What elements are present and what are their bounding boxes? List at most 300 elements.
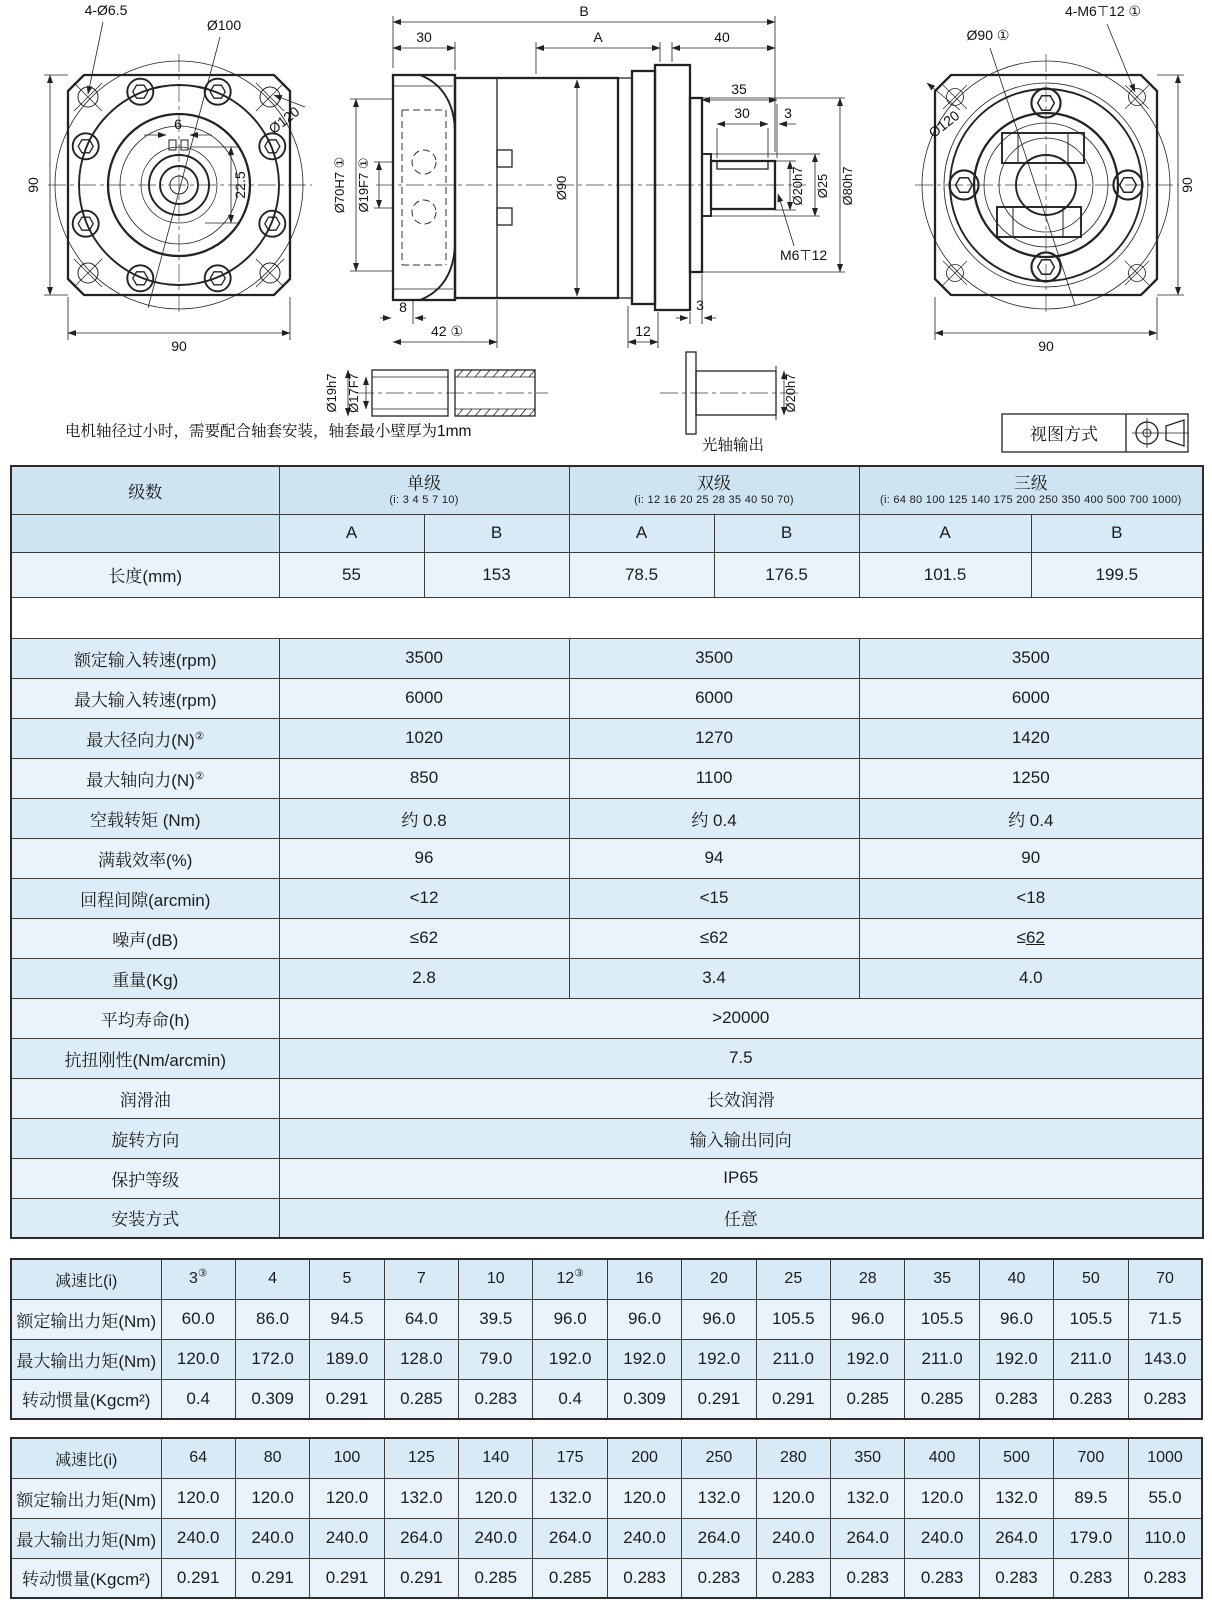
cell-text: 96.0 — [553, 1309, 587, 1328]
cell-text: 264.0 — [846, 1528, 889, 1547]
row-label-cell — [11, 998, 279, 1038]
cell-text: >20000 — [712, 1008, 770, 1027]
cell-text: 1000 — [1147, 1449, 1183, 1467]
cell-text: 176.5 — [765, 564, 808, 584]
row-label-cell — [11, 798, 279, 838]
cell-text: 350 — [854, 1449, 882, 1467]
dim-shaft-dia: Ø20h7 — [790, 166, 805, 206]
row-label-cell — [11, 1198, 279, 1238]
row-label-cell — [11, 678, 279, 718]
value-cell — [682, 1299, 756, 1339]
dim-lip-8: 8 — [399, 299, 407, 315]
value-cell — [979, 1259, 1053, 1299]
value-cell — [905, 1339, 979, 1379]
footnote-mark: ③ — [197, 1267, 208, 1280]
dim-rear-diagonal: Ø120 — [925, 107, 963, 141]
value-cell — [979, 1379, 1053, 1419]
cell-text: 1420 — [1011, 728, 1050, 747]
cell-text: 任意 — [723, 1210, 758, 1230]
value-cell — [310, 1259, 384, 1299]
cell-text: 199.5 — [1095, 564, 1139, 584]
value-cell — [310, 1518, 384, 1558]
value-cell — [533, 1299, 607, 1339]
value-cell — [607, 1518, 681, 1558]
cell-text: 105.5 — [772, 1309, 815, 1328]
value-cell — [1128, 1478, 1202, 1518]
plain-shaft-label: 光轴输出 — [701, 437, 765, 454]
cell-text: 132.0 — [846, 1488, 889, 1507]
value-cell — [1054, 1558, 1128, 1598]
cell-text: 120.0 — [623, 1488, 666, 1507]
value-cell — [859, 838, 1203, 878]
cell-text: 0.291 — [325, 1388, 369, 1408]
value-cell — [831, 1339, 905, 1379]
cell-text: <18 — [1016, 888, 1046, 907]
cell-text: 0.291 — [772, 1388, 815, 1408]
footnote-mark: ③ — [574, 1267, 584, 1280]
cell-text: 200 — [631, 1449, 658, 1467]
value-cell — [569, 878, 859, 918]
dim-rear-side-height: 90 — [1179, 177, 1195, 193]
cell-text: 70 — [1156, 1270, 1174, 1288]
cell-text: 0.283 — [772, 1567, 815, 1587]
value-cell — [979, 1339, 1053, 1379]
value-cell — [859, 798, 1203, 838]
dim-bushing-outer: Ø19h7 — [324, 373, 339, 413]
dim-out-40: 40 — [714, 29, 730, 45]
cell-text: ≤ — [1016, 928, 1026, 947]
cell-text: 0.283 — [920, 1567, 964, 1587]
cell-text: 0.4 — [186, 1388, 211, 1408]
dim-mount-depth-42: 42 ① — [430, 323, 464, 339]
value-cell — [279, 638, 569, 678]
value-cell — [569, 678, 859, 718]
cell-text: 192.0 — [623, 1349, 666, 1368]
dim-motor-pilot: Ø70H7 ① — [332, 156, 347, 214]
row-label-cell — [11, 514, 279, 552]
value-cell — [459, 1438, 533, 1478]
value-cell — [1128, 1259, 1202, 1299]
cell-text: 105.5 — [1069, 1309, 1113, 1328]
dim-bushing-inner: Ø17F7 — [346, 373, 361, 413]
dim-body-dia: Ø90 — [554, 175, 569, 201]
cell-text: 4.0 — [1018, 968, 1043, 987]
footnote-mark: ② — [194, 729, 205, 742]
value-cell — [533, 1379, 607, 1419]
cell-text: 700 — [1077, 1449, 1105, 1467]
value-cell — [310, 1299, 384, 1339]
value-cell — [279, 1118, 1203, 1158]
dim-input-bore: Ø19F7 ① — [356, 157, 371, 213]
value-cell — [569, 758, 859, 798]
value-cell — [459, 1339, 533, 1379]
cell-text: 100 — [333, 1449, 361, 1467]
value-cell — [607, 1379, 681, 1419]
ratio-range: (i: 64 80 100 125 140 175 200 250 350 400 500 700 1000) — [880, 494, 1182, 506]
row-label-cell — [11, 1438, 161, 1478]
value-cell — [569, 552, 714, 597]
value-cell — [859, 638, 1203, 678]
value-cell — [756, 1379, 830, 1419]
cell-text: 125 — [408, 1449, 435, 1467]
cell-text: 64 — [189, 1449, 208, 1467]
cell-text: 3.4 — [702, 968, 726, 987]
value-cell — [831, 1379, 905, 1419]
value-cell — [831, 1299, 905, 1339]
dim-mid-A: A — [593, 29, 603, 45]
cell-text: 3 — [189, 1270, 198, 1288]
cell-text: 240.0 — [325, 1528, 369, 1547]
dim-shaft-35: 35 — [731, 81, 747, 97]
value-cell — [279, 1158, 1203, 1198]
cell-text: 0.291 — [325, 1567, 369, 1587]
value-cell — [831, 1438, 905, 1478]
value-cell — [310, 1558, 384, 1598]
value-cell — [459, 1478, 533, 1518]
value-cell — [161, 1478, 235, 1518]
cell-text: 132.0 — [548, 1488, 592, 1507]
cell-text: 减速比(i) — [55, 1451, 118, 1469]
value-cell — [569, 638, 859, 678]
row-label-cell — [11, 1158, 279, 1198]
value-cell — [859, 758, 1203, 798]
value-cell — [1128, 1299, 1202, 1339]
value-cell — [607, 1339, 681, 1379]
cell-text: 1020 — [405, 728, 443, 747]
value-cell — [831, 1259, 905, 1299]
value-cell — [279, 514, 424, 552]
cell-text: 20 — [710, 1270, 728, 1288]
cell-text: 抗扭刚性(Nm/arcmin) — [64, 1050, 226, 1070]
dim-boss-gap-3: 3 — [696, 297, 704, 313]
value-cell — [384, 1379, 458, 1419]
value-cell — [424, 514, 569, 552]
cell-text: 7.5 — [728, 1048, 753, 1067]
row-label-cell — [11, 1259, 161, 1299]
value-cell — [533, 1478, 607, 1518]
cell-text: 0.283 — [995, 1567, 1038, 1587]
cell-text: 120.0 — [474, 1488, 518, 1507]
value-cell — [533, 1518, 607, 1558]
cell-text: 0.285 — [474, 1567, 518, 1587]
value-cell — [384, 1299, 458, 1339]
value-cell — [682, 1478, 756, 1518]
dim-bottom-width: 90 — [171, 338, 187, 354]
rear-view-drawing — [915, 3, 1195, 354]
row-label-cell — [11, 1339, 161, 1379]
cell-text: 264.0 — [400, 1528, 443, 1547]
value-cell — [756, 1558, 830, 1598]
value-cell — [279, 552, 424, 597]
cell-text: 5 — [342, 1270, 352, 1288]
value-cell — [384, 1478, 458, 1518]
engineering-drawings — [0, 0, 1212, 460]
value-cell — [279, 958, 569, 998]
cell-text: 0.283 — [995, 1388, 1038, 1408]
footnote-mark: ② — [194, 769, 205, 782]
row-label-cell — [11, 838, 279, 878]
value-cell — [607, 1438, 681, 1478]
dim-rear-pilot: Ø90 ① — [966, 27, 1010, 43]
value-cell — [682, 1518, 756, 1558]
cell-text: 0.283 — [1069, 1388, 1113, 1408]
row-label-cell — [11, 878, 279, 918]
cell-text: 重量(Kg) — [112, 970, 179, 990]
value-cell — [859, 552, 1031, 597]
value-cell — [279, 918, 569, 958]
cell-text: 3500 — [405, 648, 443, 667]
value-cell — [384, 1558, 458, 1598]
value-cell — [859, 718, 1203, 758]
value-cell — [905, 1379, 979, 1419]
value-cell — [1054, 1259, 1128, 1299]
value-cell — [1054, 1518, 1128, 1558]
value-cell — [1054, 1478, 1128, 1518]
value-cell — [310, 1379, 384, 1419]
value-cell — [714, 514, 859, 552]
row-label-cell — [11, 1299, 161, 1339]
cell-text: 94 — [704, 848, 724, 867]
cell-text: 250 — [705, 1449, 733, 1467]
cell-text: 240.0 — [474, 1528, 518, 1547]
value-cell — [459, 1259, 533, 1299]
cell-text: 最大输出力矩(Nm) — [16, 1351, 157, 1371]
value-cell — [905, 1438, 979, 1478]
cell-text: 175 — [556, 1449, 584, 1467]
projection-method-box — [1002, 414, 1189, 452]
cell-text: 120.0 — [772, 1488, 815, 1507]
dim-rear-bottom-width: 90 — [1038, 338, 1054, 354]
value-cell — [459, 1558, 533, 1598]
dim-key-width: 6 — [174, 116, 182, 132]
value-cell — [682, 1259, 756, 1299]
dim-tap: M6⊤12 — [780, 247, 828, 263]
projection-target-icon — [1132, 418, 1162, 448]
value-cell — [1031, 514, 1203, 552]
value-cell — [235, 1558, 309, 1598]
dim-rear-taps: 4-M6⊤12 ① — [1064, 3, 1142, 19]
value-cell — [459, 1299, 533, 1339]
value-cell — [859, 878, 1203, 918]
value-cell — [569, 958, 859, 998]
cell-text: 最大径向力(N) — [86, 730, 195, 750]
bushing-note: 电机轴径过小时，需要配合轴套安装，轴套最小壁厚为1mm — [65, 423, 472, 440]
cell-text: 192.0 — [697, 1349, 741, 1368]
cell-text: 最大轴向力(N) — [86, 770, 195, 790]
value-cell — [979, 1518, 1053, 1558]
cell-text: B — [1111, 523, 1123, 542]
cell-text: 噪声(dB) — [112, 930, 179, 950]
value-cell — [161, 1518, 235, 1558]
row-label-cell — [11, 466, 279, 514]
value-cell — [979, 1478, 1053, 1518]
cell-text: IP65 — [723, 1168, 759, 1187]
cell-text: 0.291 — [697, 1388, 741, 1408]
cell-text: 132.0 — [697, 1488, 741, 1507]
cell-text: 1100 — [695, 768, 733, 787]
cell-text: 长效润滑 — [706, 1090, 775, 1110]
front-view-drawing — [25, 2, 312, 354]
value-cell — [161, 1438, 235, 1478]
cell-text: 0.309 — [623, 1388, 666, 1408]
cell-text: 78.5 — [624, 564, 659, 584]
cell-text: 96.0 — [851, 1309, 885, 1328]
cell-text: 6000 — [1011, 688, 1050, 707]
value-cell — [533, 1438, 607, 1478]
row-label-cell — [11, 638, 279, 678]
value-cell — [607, 1478, 681, 1518]
value-cell — [682, 1438, 756, 1478]
cell-text: 120.0 — [176, 1488, 220, 1507]
row-label-cell — [11, 1118, 279, 1158]
cell-text: B — [490, 523, 503, 542]
cell-text: 转动惯量(Kgcm²) — [22, 1570, 151, 1590]
value-cell — [235, 1379, 309, 1419]
cell-text: 28 — [858, 1270, 877, 1288]
value-cell — [1054, 1339, 1128, 1379]
value-cell — [533, 1558, 607, 1598]
cell-text: 额定输出力矩(Nm) — [16, 1311, 157, 1331]
cell-text: 90 — [1021, 848, 1041, 867]
value-cell — [279, 998, 1203, 1038]
cell-text: 0.283 — [474, 1388, 518, 1408]
cell-text: 40 — [1007, 1270, 1026, 1288]
value-cell — [859, 958, 1203, 998]
cell-text: 71.5 — [1148, 1309, 1182, 1328]
value-cell — [1054, 1438, 1128, 1478]
value-cell — [310, 1478, 384, 1518]
row-label-cell — [11, 552, 279, 597]
cell-text: 55.0 — [1148, 1488, 1182, 1507]
cell-text: 满载效率(%) — [98, 850, 193, 870]
cell-text: 264.0 — [995, 1528, 1038, 1547]
value-cell — [310, 1438, 384, 1478]
value-cell — [905, 1299, 979, 1339]
row-label-cell — [11, 958, 279, 998]
row-label-cell — [11, 1078, 279, 1118]
value-cell — [569, 838, 859, 878]
value-cell — [533, 1259, 607, 1299]
cell-text: 1270 — [695, 728, 733, 747]
value-cell — [831, 1478, 905, 1518]
cell-text: 约 0.4 — [1008, 810, 1054, 830]
value-cell — [859, 918, 1203, 958]
value-cell — [979, 1299, 1053, 1339]
value-cell — [1128, 1339, 1202, 1379]
projection-cone-icon — [1161, 420, 1189, 446]
cell-text: 60.0 — [181, 1309, 215, 1328]
cell-text: 264.0 — [548, 1528, 592, 1547]
value-cell — [682, 1339, 756, 1379]
value-cell — [235, 1299, 309, 1339]
cell-text: 10 — [486, 1270, 505, 1288]
value-cell — [384, 1518, 458, 1558]
value-cell — [1128, 1379, 1202, 1419]
cell-text: 0.285 — [846, 1388, 889, 1408]
cell-text: 输入输出同向 — [689, 1130, 792, 1150]
value-cell — [161, 1558, 235, 1598]
dim-flange-12: 12 — [635, 323, 651, 339]
cell-text: 55 — [342, 564, 361, 584]
value-cell — [279, 1078, 1203, 1118]
cell-text: 101.5 — [923, 564, 967, 584]
value-cell — [1054, 1379, 1128, 1419]
cell-text: 280 — [779, 1449, 807, 1467]
cell-text: 0.285 — [400, 1388, 443, 1408]
cell-text: 3500 — [1011, 648, 1050, 667]
value-cell — [905, 1259, 979, 1299]
cell-text: 89.5 — [1074, 1488, 1108, 1507]
value-cell — [384, 1339, 458, 1379]
row-label-cell — [11, 718, 279, 758]
cell-text: 50 — [1081, 1270, 1100, 1288]
value-cell — [235, 1438, 309, 1478]
cell-text: 额定输入转速(rpm) — [73, 650, 217, 670]
value-cell — [459, 1379, 533, 1419]
cell-text: 850 — [409, 768, 439, 787]
value-cell — [459, 1518, 533, 1558]
cell-text: 96 — [414, 848, 434, 867]
ratio-range: (i: 3 4 5 7 10) — [389, 494, 459, 506]
value-cell — [756, 1339, 830, 1379]
value-cell — [279, 758, 569, 798]
section-view-drawing — [332, 3, 855, 348]
value-cell — [905, 1558, 979, 1598]
cell-text: 120.0 — [251, 1488, 294, 1507]
cell-text: 最大输入转速(rpm) — [73, 690, 217, 710]
value-cell — [1128, 1558, 1202, 1598]
value-cell — [279, 1038, 1203, 1078]
cell-text: 3500 — [695, 648, 733, 667]
value-cell — [569, 718, 859, 758]
cell-text: 0.291 — [176, 1567, 220, 1587]
dim-key-offset: 22.5 — [232, 171, 248, 199]
dim-shoulder-dia: Ø25 — [815, 173, 830, 199]
cell-text: 0.283 — [697, 1567, 741, 1587]
cell-text: 1250 — [1011, 768, 1050, 787]
cell-text: 转动惯量(Kgcm²) — [22, 1391, 151, 1411]
cell-text: 143.0 — [1143, 1349, 1187, 1368]
cell-text: 减速比(i) — [55, 1272, 118, 1290]
cell-text: 105.5 — [920, 1309, 964, 1328]
cell-text: 240.0 — [623, 1528, 666, 1547]
value-cell — [831, 1558, 905, 1598]
value-cell — [1128, 1438, 1202, 1478]
cell-text: 7 — [416, 1270, 426, 1288]
value-cell — [569, 798, 859, 838]
cell-text: 192.0 — [548, 1349, 592, 1368]
value-cell — [279, 718, 569, 758]
cell-text: A — [939, 523, 951, 542]
value-cell — [279, 466, 569, 514]
cell-text: 79.0 — [479, 1349, 513, 1368]
row-label-cell — [11, 1379, 161, 1419]
cell-text: 2.8 — [412, 968, 436, 987]
value-cell — [831, 1518, 905, 1558]
value-cell — [1128, 1518, 1202, 1558]
cell-text: 96.0 — [627, 1309, 662, 1328]
value-cell — [979, 1558, 1053, 1598]
value-cell — [979, 1438, 1053, 1478]
underlined-value: 62 — [1025, 928, 1045, 947]
dim-diagonal-circle: Ø120 — [265, 103, 303, 137]
value-cell — [607, 1259, 681, 1299]
cell-text: 0.4 — [558, 1388, 582, 1408]
cell-text: 0.283 — [623, 1567, 666, 1587]
cell-text: 安装方式 — [111, 1210, 180, 1230]
value-cell — [756, 1478, 830, 1518]
row-label-cell — [11, 918, 279, 958]
